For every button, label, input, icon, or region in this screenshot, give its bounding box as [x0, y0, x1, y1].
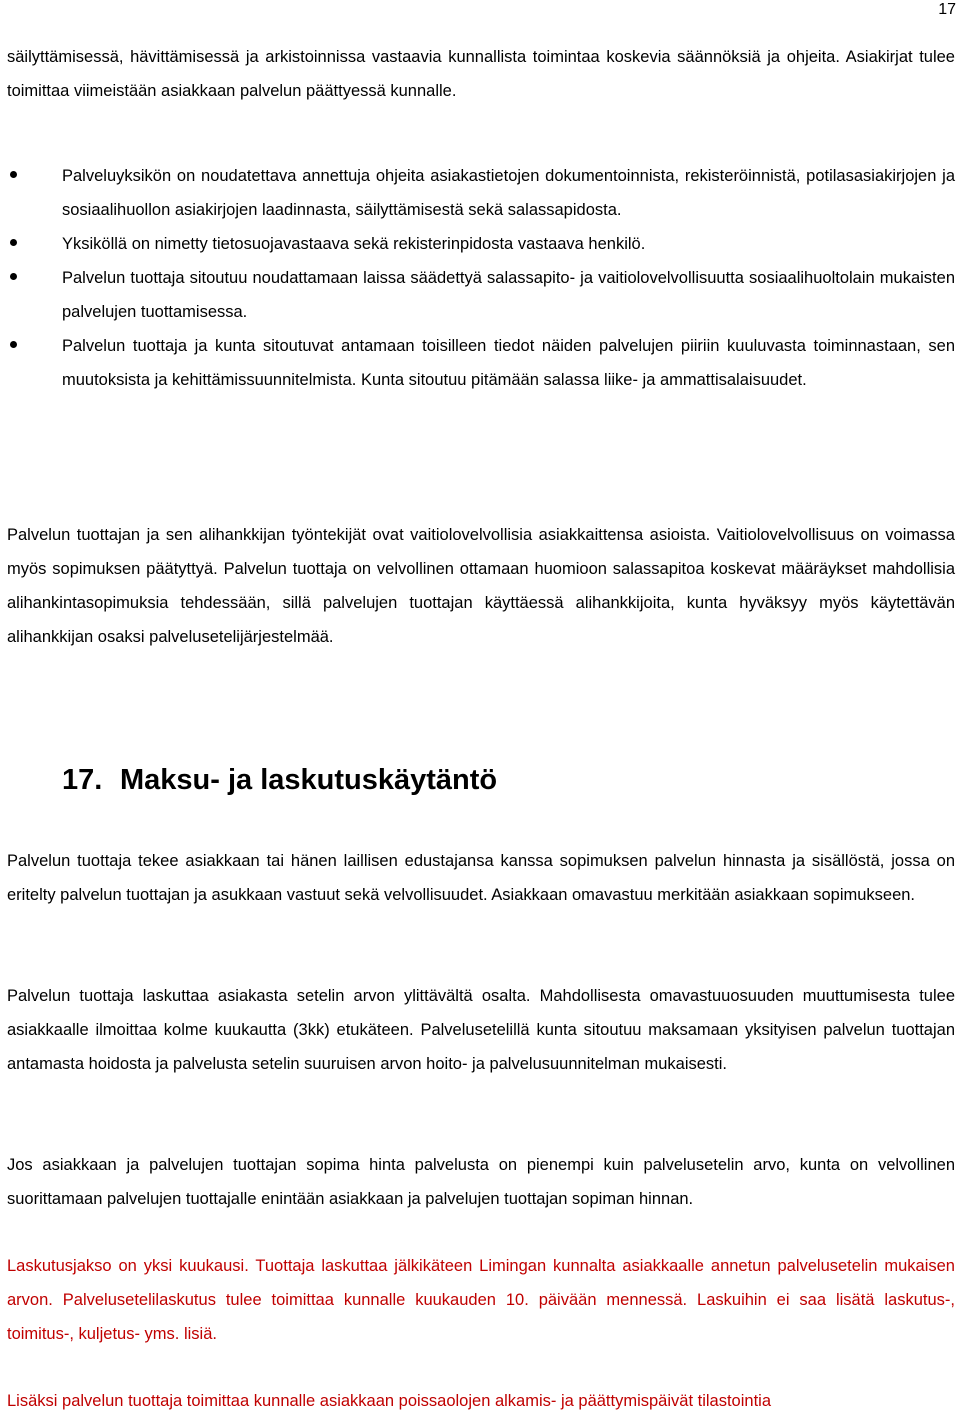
bullet-item	[62, 159, 955, 227]
billing-paragraph: Palvelun tuottaja laskuttaa asiakasta setelin arvon ylittävältä osalta. Mahdollisesta omavastuuosuuden muuttumisesta tulee asiakkaalle ilmoittaa kolme kuukautta (3kk) etukäteen. Palvelusetelillä kunta sitoutuu maksamaan yksityisen palvelun tuottajan antamasta hoidosta ja palvelusta setelin suuruisen arvon hoito- ja palvelusuunnitelman mukaisesti.	[7, 987, 955, 1073]
price-paragraph: Jos asiakkaan ja palvelujen tuottajan sopima hinta palvelusta on pienempi kuin palvelusetelin arvo, kunta on velvollinen suorittamaan palvelujen tuottajalle enintään asiakkaan ja palvelujen tuottajan sopiman hinnan.	[7, 1156, 955, 1208]
page-number: 17	[938, 1, 956, 18]
bullet-item	[62, 261, 955, 329]
absence-paragraph: Lisäksi palvelun tuottaja toimittaa kunnalle asiakkaan poissaolojen alkamis- ja päättymispäivät tilastointia	[7, 1392, 771, 1410]
intro-paragraph: säilyttämisessä, hävittämisessä ja arkistoinnissa vastaavia kunnallista toimintaa koskevia säännöksiä ja ohjeita. Asiakirjat tulee toimittaa viimeistään asiakkaan palvelun päättyessä kunnalle.	[7, 48, 955, 100]
section-heading	[62, 758, 497, 802]
billing-period-paragraph: Laskutusjakso on yksi kuukausi. Tuottaja laskuttaa jälkikäteen Limingan kunnalta asiakkaalle annetun palvelusetelin mukaisen arvon. Palvelusetelilaskutus tulee toimittaa kunnalle kuukauden 10. päivään mennessä. Laskuihin ei saa lisätä laskutus-, toimitus-, kuljetus- yms. lisiä.	[7, 1257, 955, 1343]
bullet-text: Palvelun tuottaja sitoutuu noudattamaan laissa säädettyä salassapito- ja vaitiolovelvollisuutta sosiaalihuoltolain mukaisten palvelujen tuottamisessa.	[62, 269, 955, 321]
bullet-text: Yksiköllä on nimetty tietosuojavastaava sekä rekisterinpidosta vastaava henkilö.	[62, 235, 646, 253]
section-number: 17.	[62, 764, 103, 796]
bullet-item	[62, 227, 955, 261]
bullet-text: Palveluyksikön on noudatettava annettuja ohjeita asiakastietojen dokumentoinnista, rekisteröinnistä, potilasasiakirjojen ja sosiaalihuollon asiakirjojen laadinnasta, säilyttämisestä sekä salassapidosta.	[62, 167, 955, 219]
contract-paragraph: Palvelun tuottaja tekee asiakkaan tai hänen laillisen edustajansa kanssa sopimuksen palvelun hinnasta ja sisällöstä, jossa on eritelty palvelun tuottajan ja asukkaan vastuut sekä velvollisuudet. Asiakkaan omavastuu merkitään asiakkaan sopimukseen.	[7, 852, 955, 904]
bullet-item	[62, 329, 955, 397]
confidentiality-paragraph: Palvelun tuottajan ja sen alihankkijan työntekijät ovat vaitiolovelvollisia asiakkaittensa asioista. Vaitiolovelvollisuus on voimassa myös sopimuksen päätyttyä. Palvelun tuottaja on velvollinen ottamaan huomioon salassapitoa koskevat määräykset mahdollisia alihankintasopimuksia tehdessään, sillä palvelujen tuottajan käyttäessä alihankkijoita, kunta hyväksyy myös käytettävän alihankkijan osaksi palvelusetelijärjestelmää.	[7, 526, 955, 646]
bullet-list	[62, 159, 955, 397]
bullet-text: Palvelun tuottaja ja kunta sitoutuvat antamaan toisilleen tiedot näiden palvelujen piiriin kuuluvasta toiminnastaan, sen muutoksista ja kehittämissuunnitelmista. Kunta sitoutuu pitämään salassa liike- ja ammattisalaisuudet.	[62, 337, 955, 389]
section-title: Maksu- ja laskutuskäytäntö	[120, 764, 498, 796]
